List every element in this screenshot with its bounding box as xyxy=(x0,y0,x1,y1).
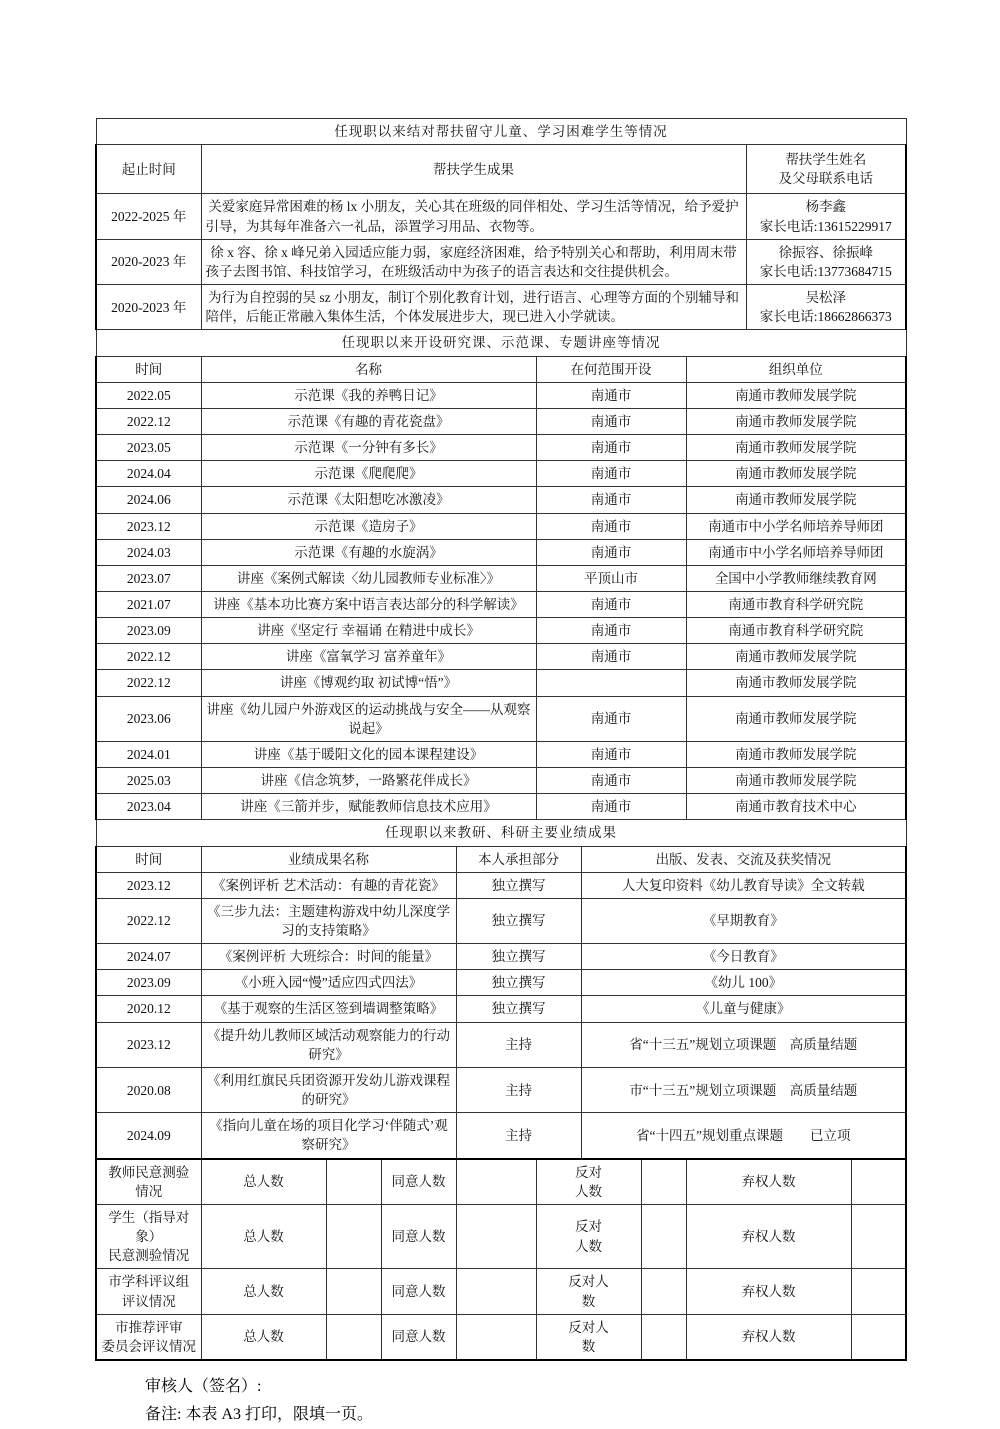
table-row xyxy=(96,591,906,617)
s2-time: 2024.04 xyxy=(96,461,201,487)
footer-notes xyxy=(95,1373,905,1429)
vote-oppose-line2: 人数 xyxy=(575,1183,602,1199)
vote-row-subject-group xyxy=(96,1269,906,1314)
s2-scope: 南通市 xyxy=(536,768,686,794)
s1-student-phone: 家长电话:13615229917 xyxy=(759,218,892,234)
vote-abstain-value[interactable] xyxy=(851,1314,906,1360)
vote-oppose-value[interactable] xyxy=(641,1159,686,1205)
s2-scope: 南通市 xyxy=(536,487,686,513)
vote-oppose-line1: 反对 xyxy=(575,1219,602,1235)
s3-name: 《利用红旗民兵团资源开发幼儿游戏课程的研究》 xyxy=(201,1067,456,1112)
table-row xyxy=(96,1022,906,1067)
section1-header-period: 起止时间 xyxy=(96,145,201,194)
vote-total-value[interactable] xyxy=(326,1314,381,1360)
table-row xyxy=(96,872,906,898)
s3-publish: 《早期教育》 xyxy=(581,898,906,943)
table-row xyxy=(96,565,906,591)
s1-result: 为行为自控弱的吴 sz 小朋友，制订个别化教育计划，进行语言、心理等方面的个别辅导和陪伴，后能正常融入集体生活，个体发展进步大，现已进入小学就读。 xyxy=(201,285,746,330)
table-row xyxy=(96,768,906,794)
s3-name: 《提升幼儿教师区域活动观察能力的行动研究》 xyxy=(201,1022,456,1067)
table-row xyxy=(96,461,906,487)
teacher-evaluation-form xyxy=(95,118,907,1361)
s2-org: 南通市教师发展学院 xyxy=(686,670,906,696)
table-row xyxy=(96,741,906,767)
section2-header-scope: 在何范围开设 xyxy=(536,356,686,382)
vote-total-label: 总人数 xyxy=(201,1159,326,1205)
s2-scope: 南通市 xyxy=(536,513,686,539)
vote-oppose-line2: 数 xyxy=(581,1293,596,1309)
s2-name: 示范课《爬爬爬》 xyxy=(201,461,536,487)
s2-org: 南通市教师发展学院 xyxy=(686,408,906,434)
vote-total-label: 总人数 xyxy=(201,1204,326,1268)
vote-agree-value[interactable] xyxy=(456,1159,536,1205)
s3-role: 独立撰写 xyxy=(456,970,581,996)
vote-oppose-value[interactable] xyxy=(641,1314,686,1360)
s2-scope: 南通市 xyxy=(536,461,686,487)
s3-publish: 《儿童与健康》 xyxy=(581,996,906,1022)
s1-student-cell xyxy=(746,239,906,284)
table-row xyxy=(96,944,906,970)
s2-name: 讲座《坚定行 幸福诵 在精进中成长》 xyxy=(201,618,536,644)
s2-scope: 南通市 xyxy=(536,539,686,565)
vote-oppose-label xyxy=(536,1159,641,1205)
s1-period: 2020-2023 年 xyxy=(96,285,201,330)
table-row xyxy=(96,696,906,741)
table-row xyxy=(96,670,906,696)
s2-time: 2022.12 xyxy=(96,644,201,670)
s2-scope: 南通市 xyxy=(536,408,686,434)
section1-title: 任现职以来结对帮扶留守儿童、学习困难学生等情况 xyxy=(96,119,906,145)
table-row xyxy=(96,1113,906,1159)
section3-header-publish: 出版、发表、交流及获奖情况 xyxy=(581,846,906,872)
s2-time: 2022.05 xyxy=(96,382,201,408)
s2-org: 南通市教师发展学院 xyxy=(686,382,906,408)
vote-abstain-label: 弃权人数 xyxy=(686,1204,851,1268)
s1-student-phone: 家长电话:13773684715 xyxy=(759,263,892,279)
s2-name: 示范课《太阳想吃冰激凌》 xyxy=(201,487,536,513)
s2-name: 讲座《基本功比赛方案中语言表达部分的科学解读》 xyxy=(201,591,536,617)
vote-total-value[interactable] xyxy=(326,1269,381,1314)
table-row xyxy=(96,435,906,461)
vote-abstain-value[interactable] xyxy=(851,1269,906,1314)
vote-label-committee xyxy=(96,1314,201,1360)
table-row xyxy=(96,794,906,820)
table-row xyxy=(96,194,906,239)
s3-name: 《指向儿童在场的项目化学习‘伴随式’观察研究》 xyxy=(201,1113,456,1159)
s2-org: 全国中小学教师继续教育网 xyxy=(686,565,906,591)
s2-time: 2023.05 xyxy=(96,435,201,461)
s3-time: 2024.09 xyxy=(96,1113,201,1159)
s2-name: 示范课《造房子》 xyxy=(201,513,536,539)
s2-name: 讲座《博观约取 初试博“悟”》 xyxy=(201,670,536,696)
table-row xyxy=(96,408,906,434)
s2-name: 讲座《富氧学习 富养童年》 xyxy=(201,644,536,670)
s2-scope: 南通市 xyxy=(536,591,686,617)
s2-org: 南通市教师发展学院 xyxy=(686,487,906,513)
table-row xyxy=(96,539,906,565)
print-note: 备注: 本表 A3 打印，限填一页。 xyxy=(145,1405,374,1423)
s3-role: 独立撰写 xyxy=(456,872,581,898)
s2-org: 南通市教师发展学院 xyxy=(686,696,906,741)
s2-time: 2022.12 xyxy=(96,408,201,434)
s2-org: 南通市教师发展学院 xyxy=(686,461,906,487)
s2-scope: 南通市 xyxy=(536,435,686,461)
s3-time: 2024.07 xyxy=(96,944,201,970)
s2-name: 示范课《我的养鸭日记》 xyxy=(201,382,536,408)
s1-result: 关爱家庭异常困难的杨 lx 小朋友，关心其在班级的同伴相处、学习生活等情况，给予爱护引导，为其每年准备六一礼品，添置学习用品、衣物等。 xyxy=(201,194,746,239)
s3-role: 主持 xyxy=(456,1067,581,1112)
s2-org: 南通市教育科学研究院 xyxy=(686,618,906,644)
s3-name: 《小班入园“慢”适应四式四法》 xyxy=(201,970,456,996)
s3-name: 《基于观察的生活区签到墙调整策略》 xyxy=(201,996,456,1022)
vote-total-label: 总人数 xyxy=(201,1314,326,1360)
s3-time: 2022.12 xyxy=(96,898,201,943)
vote-row-student xyxy=(96,1204,906,1268)
vote-row-committee xyxy=(96,1314,906,1360)
s3-name: 《案例评析 大班综合：时间的能量》 xyxy=(201,944,456,970)
s2-time: 2023.09 xyxy=(96,618,201,644)
table-row xyxy=(96,382,906,408)
s3-role: 独立撰写 xyxy=(456,944,581,970)
s3-publish: 市“十三五”规划立项课题 高质量结题 xyxy=(581,1067,906,1112)
s2-org: 南通市教师发展学院 xyxy=(686,644,906,670)
section2-header-row xyxy=(96,356,906,382)
s2-scope: 平顶山市 xyxy=(536,565,686,591)
s3-role: 主持 xyxy=(456,1022,581,1067)
s2-name: 示范课《有趣的青花瓷盘》 xyxy=(201,408,536,434)
s3-publish: 《今日教育》 xyxy=(581,944,906,970)
vote-abstain-value[interactable] xyxy=(851,1159,906,1205)
vote-oppose-label xyxy=(536,1204,641,1268)
s1-student-name: 杨李鑫 xyxy=(805,199,847,215)
vote-oppose-value[interactable] xyxy=(641,1269,686,1314)
section1-title-row xyxy=(96,119,906,145)
section2-header-name: 名称 xyxy=(201,356,536,382)
s2-org: 南通市中小学名师培养导师团 xyxy=(686,513,906,539)
section1-header-student xyxy=(746,145,906,194)
s2-org: 南通市教师发展学院 xyxy=(686,435,906,461)
vote-total-value[interactable] xyxy=(326,1204,381,1268)
table-row xyxy=(96,285,906,330)
section3-header-role: 本人承担部分 xyxy=(456,846,581,872)
s1-student-cell xyxy=(746,285,906,330)
s3-role: 主持 xyxy=(456,1113,581,1159)
table-row xyxy=(96,618,906,644)
vote-agree-value[interactable] xyxy=(456,1204,536,1268)
s2-time: 2023.12 xyxy=(96,513,201,539)
s3-publish: 《幼儿 100》 xyxy=(581,970,906,996)
s1-student-phone: 家长电话:18662866373 xyxy=(759,309,892,325)
s2-scope xyxy=(536,670,686,696)
s2-time: 2023.07 xyxy=(96,565,201,591)
vote-oppose-line2: 数 xyxy=(581,1338,596,1354)
s1-period: 2022-2025 年 xyxy=(96,194,201,239)
s2-scope: 南通市 xyxy=(536,618,686,644)
s2-name: 讲座《幼儿园户外游戏区的运动挑战与安全——从观察说起》 xyxy=(201,696,536,741)
s2-name: 示范课《一分钟有多长》 xyxy=(201,435,536,461)
s1-student-name: 吴松泽 xyxy=(805,290,847,306)
vote-oppose-label xyxy=(536,1269,641,1314)
section2-title-row xyxy=(96,330,906,356)
s2-scope: 南通市 xyxy=(536,644,686,670)
vote-abstain-label: 弃权人数 xyxy=(686,1159,851,1205)
vote-agree-value[interactable] xyxy=(456,1314,536,1360)
section3-header-row xyxy=(96,846,906,872)
vote-label-teacher xyxy=(96,1159,201,1205)
section2-header-org: 组织单位 xyxy=(686,356,906,382)
s3-role: 独立撰写 xyxy=(456,898,581,943)
section1-header-row xyxy=(96,145,906,194)
section1-header-result: 帮扶学生成果 xyxy=(201,145,746,194)
s2-time: 2024.03 xyxy=(96,539,201,565)
section3-title: 任现职以来教研、科研主要业绩成果 xyxy=(96,820,906,846)
s2-time: 2025.03 xyxy=(96,768,201,794)
section2-title: 任现职以来开设研究课、示范课、专题讲座等情况 xyxy=(96,330,906,356)
vote-label-student xyxy=(96,1204,201,1268)
vote-abstain-label: 弃权人数 xyxy=(686,1314,851,1360)
section2-header-time: 时间 xyxy=(96,356,201,382)
s2-org: 南通市教育技术中心 xyxy=(686,794,906,820)
table-row xyxy=(96,898,906,943)
s2-time: 2023.06 xyxy=(96,696,201,741)
s2-org: 南通市中小学名师培养导师团 xyxy=(686,539,906,565)
vote-label-line1: 市推荐评审 xyxy=(115,1319,183,1335)
s2-org: 南通市教师发展学院 xyxy=(686,741,906,767)
vote-agree-label: 同意人数 xyxy=(381,1204,456,1268)
s2-scope: 南通市 xyxy=(536,382,686,408)
s1-student-name: 徐振容、徐振峰 xyxy=(778,244,874,260)
table-row xyxy=(96,1067,906,1112)
vote-oppose-line2: 人数 xyxy=(575,1238,602,1254)
vote-agree-value[interactable] xyxy=(456,1269,536,1314)
s1-period: 2020-2023 年 xyxy=(96,239,201,284)
vote-oppose-line1: 反对人 xyxy=(568,1274,609,1290)
s2-time: 2024.01 xyxy=(96,741,201,767)
vote-label-line1: 学生（指导对象） xyxy=(108,1209,190,1245)
vote-label-line2: 情况 xyxy=(135,1183,163,1199)
vote-agree-label: 同意人数 xyxy=(381,1314,456,1360)
vote-agree-label: 同意人数 xyxy=(381,1159,456,1205)
s2-org: 南通市教育科学研究院 xyxy=(686,591,906,617)
reviewer-signature-line: 审核人（签名）: xyxy=(145,1377,262,1395)
s3-name: 《案例评析 艺术活动：有趣的青花瓷》 xyxy=(201,872,456,898)
vote-oppose-line1: 反对 xyxy=(575,1164,602,1180)
vote-total-value[interactable] xyxy=(326,1159,381,1205)
section3-header-time: 时间 xyxy=(96,846,201,872)
s2-name: 讲座《基于暖阳文化的园本课程建设》 xyxy=(201,741,536,767)
vote-label-line1: 教师民意测验 xyxy=(108,1164,190,1180)
vote-label-subject-group xyxy=(96,1269,201,1314)
vote-oppose-label xyxy=(536,1314,641,1360)
s3-role: 独立撰写 xyxy=(456,996,581,1022)
s2-time: 2024.06 xyxy=(96,487,201,513)
table-row xyxy=(96,513,906,539)
s1-student-cell xyxy=(746,194,906,239)
vote-label-line2: 委员会评议情况 xyxy=(101,1338,196,1354)
s3-publish: 省“十四五”规划重点课题 已立项 xyxy=(581,1113,906,1159)
s2-org: 南通市教师发展学院 xyxy=(686,768,906,794)
section1-header-student-line2: 及父母联系电话 xyxy=(778,171,874,187)
vote-total-label: 总人数 xyxy=(201,1269,326,1314)
table-row xyxy=(96,644,906,670)
s3-time: 2020.12 xyxy=(96,996,201,1022)
s2-name: 讲座《案例式解读〈幼儿园教师专业标准〉》 xyxy=(201,565,536,591)
s2-scope: 南通市 xyxy=(536,741,686,767)
s2-name: 讲座《三箭并步，赋能教师信息技术应用》 xyxy=(201,794,536,820)
s2-time: 2022.12 xyxy=(96,670,201,696)
vote-abstain-value[interactable] xyxy=(851,1204,906,1268)
section1-header-student-line1: 帮扶学生姓名 xyxy=(785,152,867,168)
section3-header-name: 业绩成果名称 xyxy=(201,846,456,872)
s2-scope: 南通市 xyxy=(536,794,686,820)
vote-oppose-line1: 反对人 xyxy=(568,1319,609,1335)
s2-name: 讲座《信念筑梦，一路繁花伴成长》 xyxy=(201,768,536,794)
s3-publish: 人大复印资料《幼儿教育导读》全文转载 xyxy=(581,872,906,898)
table-row xyxy=(96,487,906,513)
s2-scope: 南通市 xyxy=(536,696,686,741)
vote-label-line2: 评议情况 xyxy=(121,1293,176,1309)
vote-oppose-value[interactable] xyxy=(641,1204,686,1268)
vote-abstain-label: 弃权人数 xyxy=(686,1269,851,1314)
s3-time: 2023.12 xyxy=(96,1022,201,1067)
s2-name: 示范课《有趣的水旋涡》 xyxy=(201,539,536,565)
table-row xyxy=(96,239,906,284)
section3-title-row xyxy=(96,820,906,846)
s1-result: 徐 x 容、徐 x 峰兄弟入园适应能力弱，家庭经济困难，给予特别关心和帮助，利用周末带孩子去图书馆、科技馆学习，在班级活动中为孩子的语言表达和交往提供机会。 xyxy=(201,239,746,284)
s3-time: 2020.08 xyxy=(96,1067,201,1112)
s2-time: 2023.04 xyxy=(96,794,201,820)
s2-time: 2021.07 xyxy=(96,591,201,617)
vote-row-teacher xyxy=(96,1159,906,1205)
s3-time: 2023.09 xyxy=(96,970,201,996)
vote-agree-label: 同意人数 xyxy=(381,1269,456,1314)
table-row xyxy=(96,970,906,996)
table-row xyxy=(96,996,906,1022)
s3-publish: 省“十三五”规划立项课题 高质量结题 xyxy=(581,1022,906,1067)
s3-name: 《三步九法：主题建构游戏中幼儿深度学习的支持策略》 xyxy=(201,898,456,943)
vote-label-line1: 市学科评议组 xyxy=(108,1274,190,1290)
s3-time: 2023.12 xyxy=(96,872,201,898)
vote-label-line2: 民意测验情况 xyxy=(108,1248,190,1264)
